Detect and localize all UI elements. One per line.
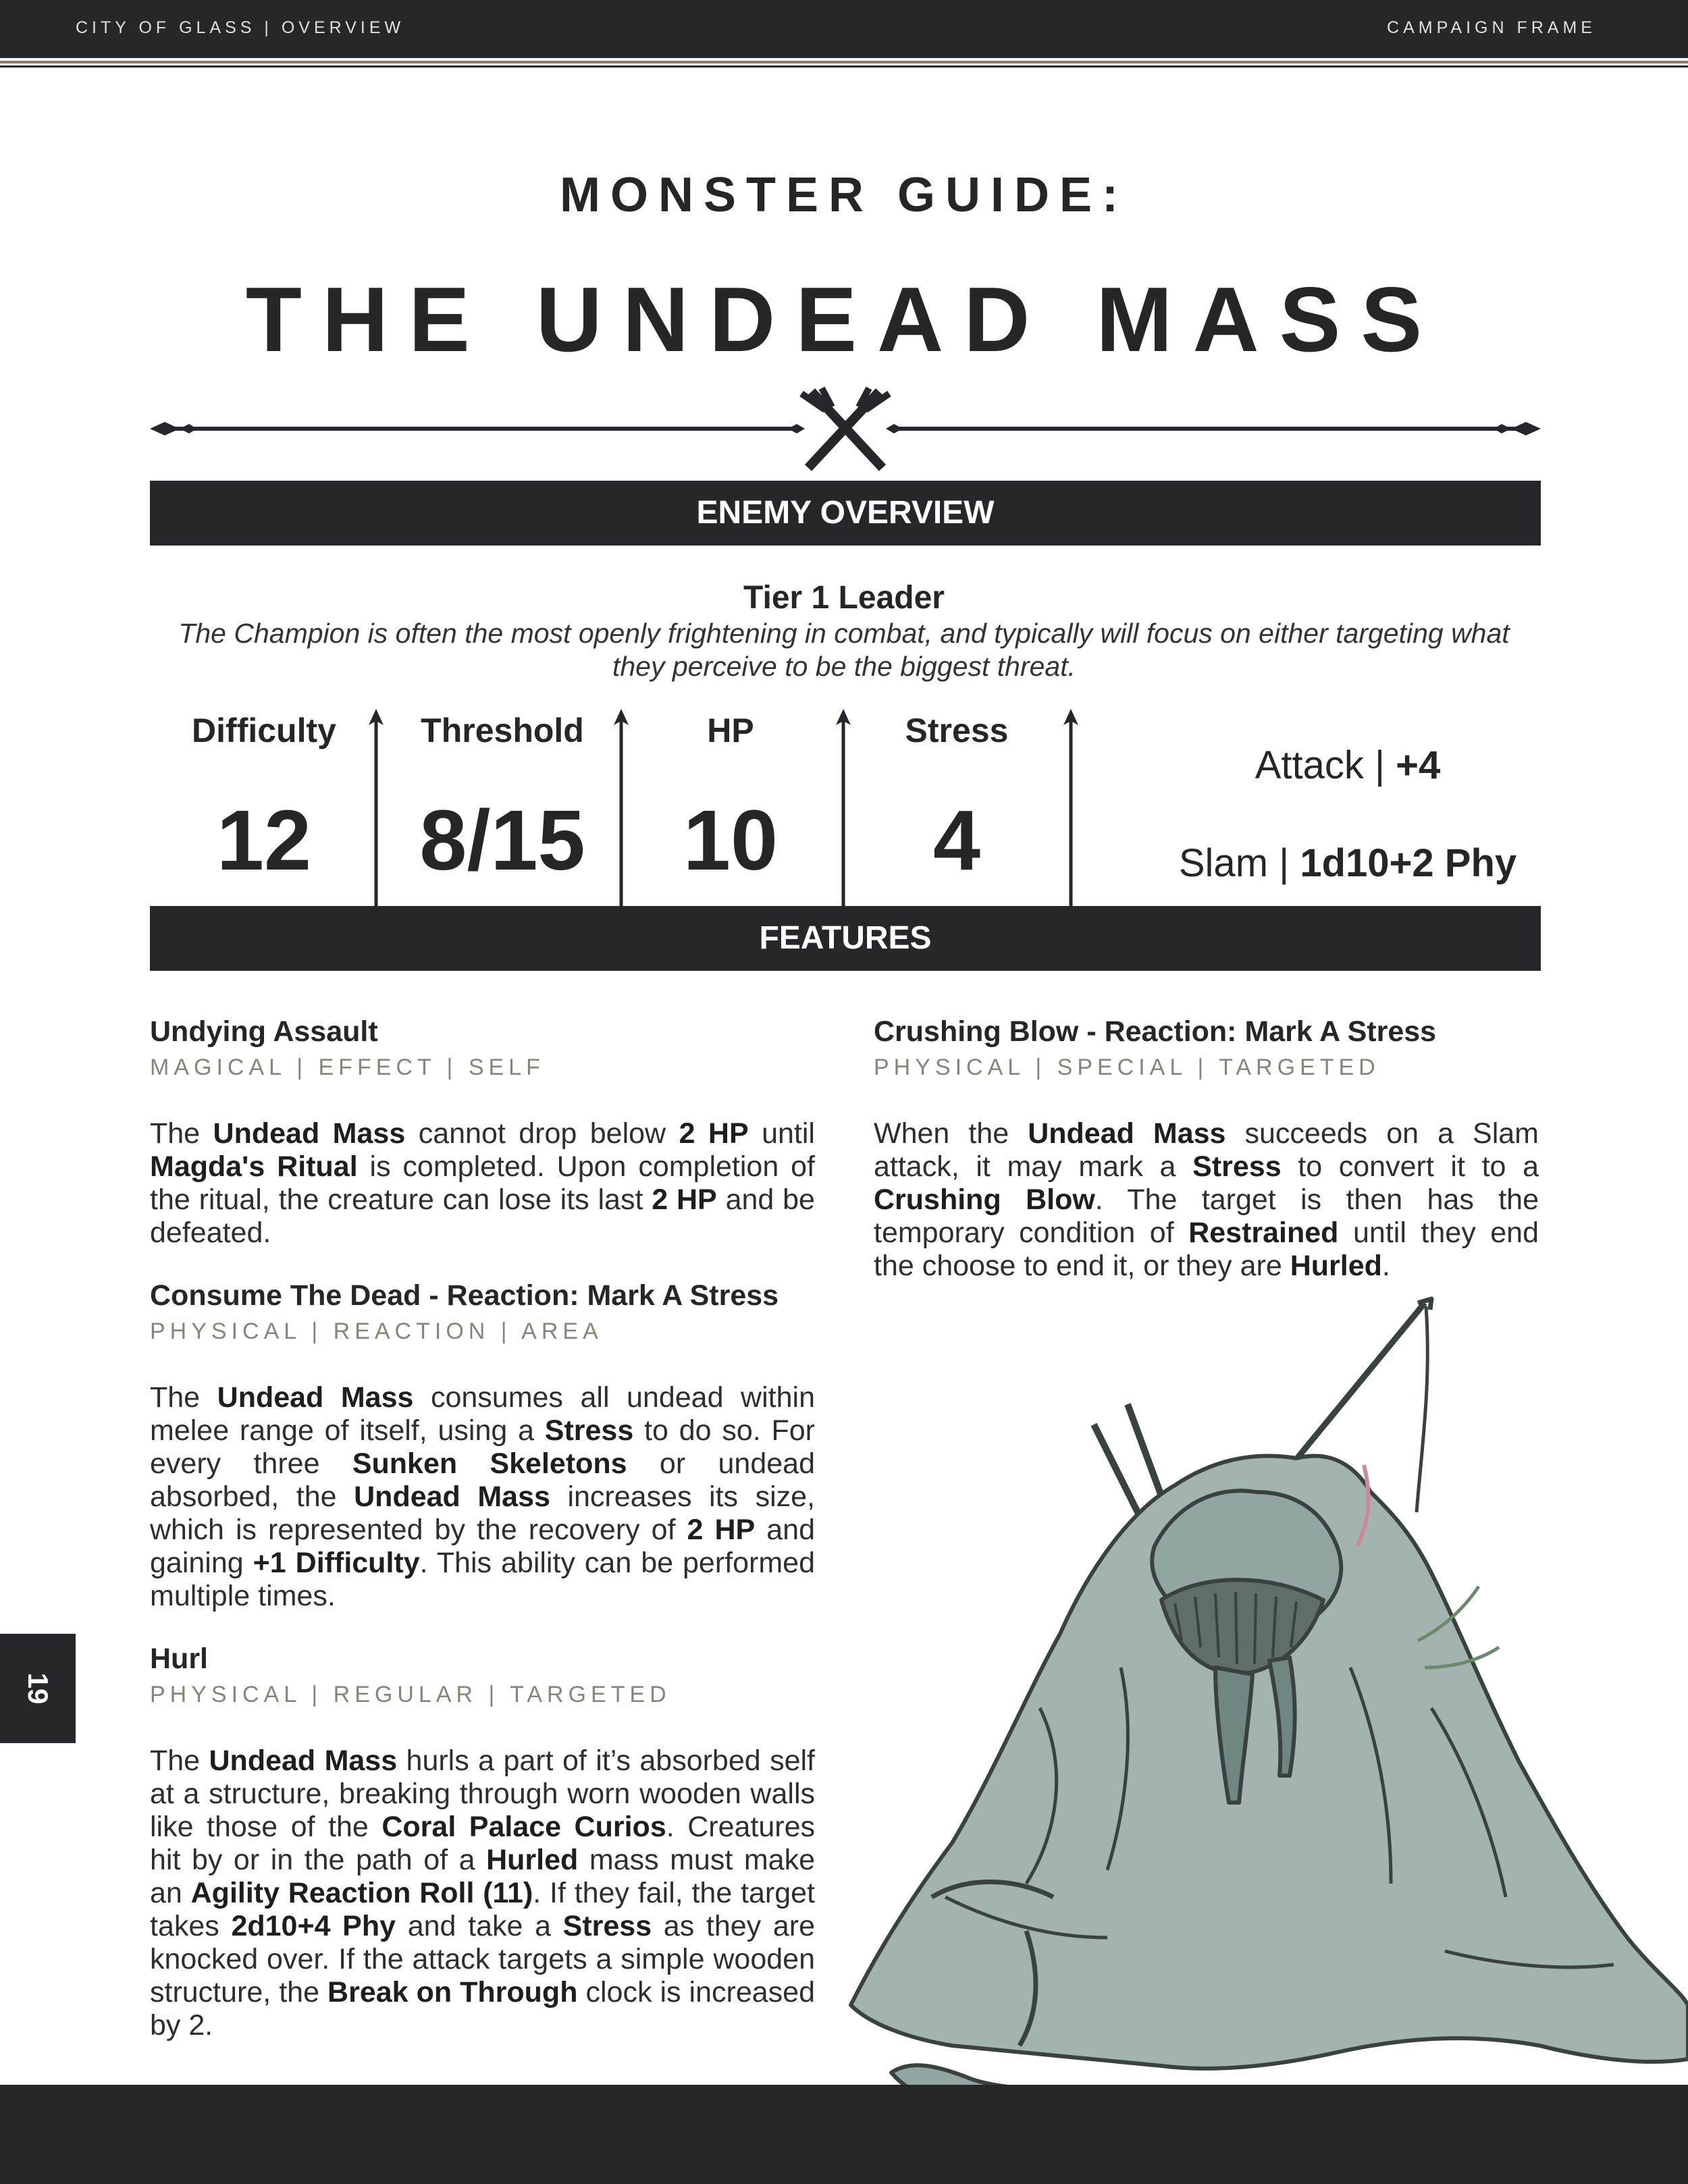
stat-value: 8/15 <box>419 793 585 888</box>
text-run: When the <box>874 1117 1028 1150</box>
feature-description <box>874 1117 1539 1283</box>
attack-value: +4 <box>1396 743 1441 787</box>
feature-name: Crushing Blow - Reaction: Mark A Stress <box>874 1015 1437 1048</box>
keyword: Break on Through <box>327 1976 578 2008</box>
keyword: +1 Difficulty <box>253 1547 420 1579</box>
keyword: Stress <box>1192 1150 1282 1183</box>
text-run: as they are knocked over. If the attack targets a simple wooden structure, the <box>150 1910 815 2008</box>
header-right: CAMPAIGN FRAME <box>1387 18 1596 37</box>
text-run: increases its size, which is represented by the recovery of <box>150 1481 815 1546</box>
keyword: Hurled <box>1290 1250 1382 1282</box>
text-run: . The target is then has the temporary condition of <box>874 1183 1539 1249</box>
undead-mass-illustration <box>837 1289 1688 2184</box>
feature-name: Consume The Dead - Reaction: Mark A Stress <box>150 1279 779 1312</box>
feature-tags: MAGICAL | EFFECT | SELF <box>150 1055 545 1080</box>
features-left-column <box>150 1013 815 2069</box>
keyword: Coral Palace Curios <box>381 1811 666 1843</box>
keyword: Undead Mass <box>354 1481 550 1513</box>
feature-block <box>150 1013 815 1250</box>
crossed-swords-icon <box>150 375 1541 473</box>
keyword: 2d10+4 Phy <box>231 1910 396 1942</box>
text-run: to convert it to a <box>1281 1150 1539 1183</box>
stat-label: Difficulty <box>192 712 336 749</box>
keyword: Crushing Blow <box>874 1183 1095 1216</box>
keyword: Sunken Skeletons <box>352 1447 627 1480</box>
feature-description <box>150 1381 815 1613</box>
arrow-divider-icon <box>611 709 631 906</box>
header-rule-dark <box>0 65 1688 68</box>
feature-tags: PHYSICAL | REACTION | AREA <box>150 1319 603 1344</box>
text-run: cannot drop below <box>405 1117 679 1150</box>
text-run: succeeds on a Slam attack, it may mark a <box>874 1117 1539 1183</box>
feature-description <box>150 1744 815 2042</box>
text-run: . This ability can be performed multiple times. <box>150 1547 815 1612</box>
stat-stress <box>845 702 1068 906</box>
enemy-overview-band: ENEMY OVERVIEW <box>150 481 1541 545</box>
weapon-damage <box>1155 841 1541 886</box>
keyword: Undead Mass <box>209 1744 398 1777</box>
text-run: until they end the choose to end it, or they are <box>874 1217 1539 1282</box>
feature-description <box>150 1117 815 1250</box>
keyword: Undead Mass <box>217 1381 414 1414</box>
attack-label: Attack | <box>1255 743 1386 787</box>
stat-threshold <box>388 702 617 906</box>
feature-block <box>150 1640 815 2042</box>
keyword: Restrained <box>1188 1217 1339 1249</box>
tier-label: Tier 1 Leader <box>743 580 945 616</box>
features-band: FEATURES <box>150 906 1541 971</box>
header-left: CITY OF GLASS | OVERVIEW <box>76 18 405 37</box>
feature-tags: PHYSICAL | REGULAR | TARGETED <box>150 1682 671 1707</box>
text-run: . Creatures hit by or in the path of a <box>150 1811 815 1876</box>
keyword: Stress <box>544 1414 634 1447</box>
keyword: 2 HP <box>687 1514 756 1546</box>
keyword: Undead Mass <box>1028 1117 1226 1150</box>
page-number-tab <box>0 1634 76 1743</box>
text-run: . <box>1381 1250 1390 1282</box>
keyword: 2 HP <box>652 1183 717 1216</box>
text-run: The <box>150 1744 209 1777</box>
keyword: 2 HP <box>679 1117 749 1150</box>
feature-tags: PHYSICAL | SPECIAL | TARGETED <box>874 1055 1380 1080</box>
arrow-divider-icon <box>366 709 386 906</box>
feature-block <box>150 1277 815 1613</box>
text-run: and be defeated. <box>150 1183 815 1249</box>
text-run: to do so. For every three <box>150 1414 815 1480</box>
text-run: The <box>150 1381 217 1414</box>
text-run: and gaining <box>150 1514 815 1579</box>
page-footer <box>0 2085 1688 2184</box>
keyword: Hurled <box>486 1844 579 1876</box>
feature-name: Hurl <box>150 1643 208 1675</box>
arrow-divider-icon <box>833 709 853 906</box>
text-run: and take a <box>396 1910 563 1942</box>
text-run: consumes all undead within melee range of itself, using a <box>150 1381 815 1447</box>
page-number: 19 <box>22 1672 54 1705</box>
page-title: THE UNDEAD MASS <box>245 268 1443 371</box>
stat-block <box>150 702 1541 906</box>
arrow-divider-icon <box>1061 709 1081 906</box>
text-run: until <box>748 1117 815 1150</box>
stat-difficulty <box>150 702 378 906</box>
stat-value: 12 <box>216 793 312 888</box>
weapon-value: 1d10+2 Phy <box>1300 841 1517 885</box>
feature-name: Undying Assault <box>150 1015 378 1048</box>
keyword: Undead Mass <box>213 1117 406 1150</box>
attack-modifier <box>1155 743 1541 788</box>
text-run: mass must make an <box>150 1844 815 1909</box>
stat-label: HP <box>707 712 754 749</box>
tier-description: The Champion is often the most openly frightening in combat, and typically will focus on either targeting what they perceive to be the biggest threat. <box>178 618 1510 682</box>
weapon-label: Slam | <box>1178 841 1290 885</box>
header-rule <box>0 61 1688 63</box>
text-run: hurls a part of it’s absorbed self at a structure, breaking through worn wooden walls like those of the <box>150 1744 815 1843</box>
stat-label: Stress <box>905 712 1009 749</box>
text-run: . If they fail, the target takes <box>150 1877 816 1942</box>
page-subtitle: MONSTER GUIDE: <box>559 168 1128 222</box>
feature-block <box>874 1013 1539 1283</box>
text-run: The <box>150 1117 213 1150</box>
keyword: Magda's Ritual <box>150 1150 358 1183</box>
keyword: Agility Reaction Roll (11) <box>190 1877 533 1909</box>
stat-hp <box>623 702 839 906</box>
stat-value: 4 <box>932 793 981 888</box>
page-header <box>0 0 1688 58</box>
keyword: Stress <box>562 1910 652 1942</box>
features-right-column <box>874 1013 1539 1310</box>
stat-label: Threshold <box>421 712 584 749</box>
stat-value: 10 <box>683 793 779 888</box>
text-run: is completed. Upon completion of the ritual, the creature can lose its last <box>150 1150 815 1216</box>
text-run: clock is increased by 2. <box>150 1976 815 2042</box>
text-run: or undead absorbed, the <box>150 1447 815 1513</box>
